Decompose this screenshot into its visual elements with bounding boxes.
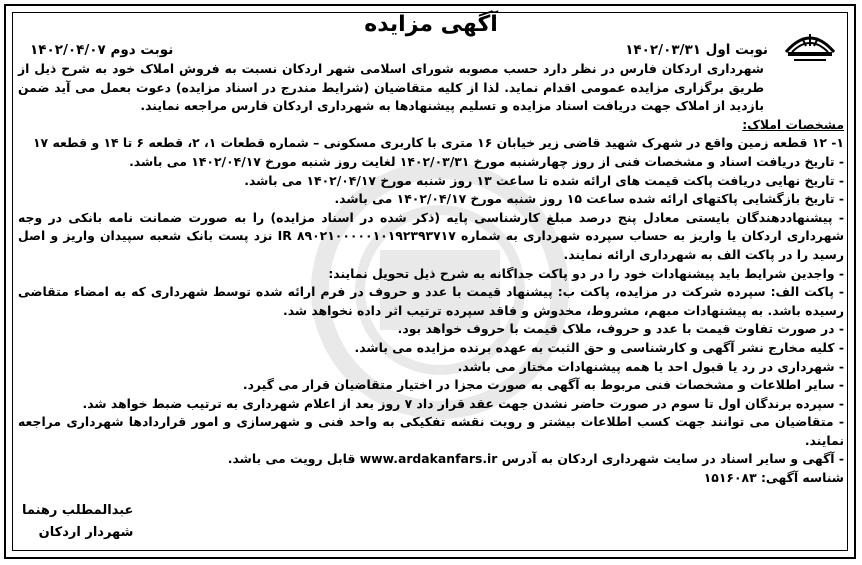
list-item: - کلیه مخارج نشر آگهی و کارشناسی و حق الثبت به عهده برنده مزایده می باشد. [354,339,844,355]
intro-paragraph: شهرداری اردکان فارس در نظر دارد حسب مصوبه شورای اسلامی شهر اردکان نسبت به فروش املاک خود به شرح ذیل از طریق برگزاری مزایده عمومی اقدام نماید. لذا از کلیه متقاضیان (شرایط مندرج در اسناد مزایده) دعوت بعمل می آید ضمن بازدید از املاک جهت دریافت اسناد مزایده و تسلیم پیشنهادها به شهرداری اردکان فارس مراجعه نمایند. [18,61,764,114]
second-round-date: نوبت دوم ۱۴۰۲/۰۴/۰۷ [30,42,174,58]
notice-body [18,60,844,488]
first-round-date: نوبت اول ۱۴۰۲/۰۳/۳۱ [625,42,768,58]
list-item: - تاریخ بازگشایی پاکتهای ارائه شده ساعت ۱۵ روز شنبه مورخ ۱۴۰۲/۰۴/۱۷ می باشد. [334,191,844,207]
list-item: - واجدین شرایط باید پیشنهادات خود را در دو پاکت جداگانه به شرح ذیل تحویل نمایند: [328,265,844,281]
list-item: - متقاضیان می توانند جهت کسب اطلاعات بیشتر و رویت نقشه تفکیکی به واحد فنی و شهرسازی و امور قراردادها شهرداری مراجعه نمایند. [18,414,844,448]
list-item: - سپرده برندگان اول تا سوم در صورت حاضر نشدن جهت عقد قرار داد ۷ روز بعد از اعلام شهرداری به ترتیب ضبط خواهد شد. [82,395,844,411]
list-item: - پیشنهاددهندگان بایستی معادل پنج درصد مبلغ کارشناسی پایه (ذکر شده در اسناد مزایده) را به صورت ضمانت نامه بانکی در وجه شهرداری اردکان یا واریز به حساب سپرده شهرداری به شماره IR ۸۹۰۲۱۰۰۰۰۰۱۰۱۹۲۳۹۳۷۱۷ نزد پست بانک شعبه سپیدان واریز و اصل رسید را در پاکت الف به شهرداری ارائه نمایند. [18,209,845,262]
list-item: ۱- ۱۲ قطعه زمین واقع در شهرک شهید قاضی زیر خیابان ۱۶ متری با کاربری مسکونی – شماره قطعات ۱، ۲، قطعه ۶ تا ۱۴ و قطعه ۱۷ [32,135,844,151]
list-item: - تاریخ نهایی دریافت پاکت قیمت های ارائه شده تا ساعت ۱۳ روز شنبه مورخ ۱۴۰۲/۰۴/۱۷ می باشد. [244,172,844,188]
ad-id: شناسه آگهی: ۱۵۱۶۰۸۳ [703,470,844,486]
list-item: - در صورت تفاوت قیمت با عدد و حروف، ملاک قیمت با حروف خواهد بود. [397,321,844,337]
specs-heading: مشخصات املاک: [742,116,844,132]
signature-block [22,500,133,544]
list-item: - سایر اطلاعات و مشخصات فنی مربوط به آگهی به صورت مجزا در اختیار متقاضیان قرار می گیرد. [242,377,844,393]
list-item: - شهرداری در رد یا قبول احد یا همه پیشنهادات مختار می باشد. [457,358,844,374]
signatory-title: شهردار اردکان [38,525,134,540]
list-item: - آگهی و سایر اسناد در سایت شهرداری اردکان به آدرس www.ardakanfars.ir قابل رویت می باشد. [227,451,844,467]
signatory-name: عبدالمطلب رهنما [22,503,134,518]
list-item: - تاریخ دریافت اسناد و مشخصات فنی از روز چهارشنبه مورخ ۱۴۰۲/۰۳/۳۱ لغایت روز شنبه مورخ ۱۴۰۲/۰۴/۱۷ می باشد. [129,153,844,169]
list-item: - پاکت الف: سپرده شرکت در مزایده، پاکت ب: پیشنهاد قیمت با عدد و حروف در فرم ارائه شده توسط شهرداری که به امضاء متقاضی رسیده باشد. به پیشنهادات مبهم، مشروط، مخدوش و فاقد سپرده ترتیب اثر داده نخواهد شد. [18,284,844,318]
notice-title: آگهی مزایده [364,12,498,37]
